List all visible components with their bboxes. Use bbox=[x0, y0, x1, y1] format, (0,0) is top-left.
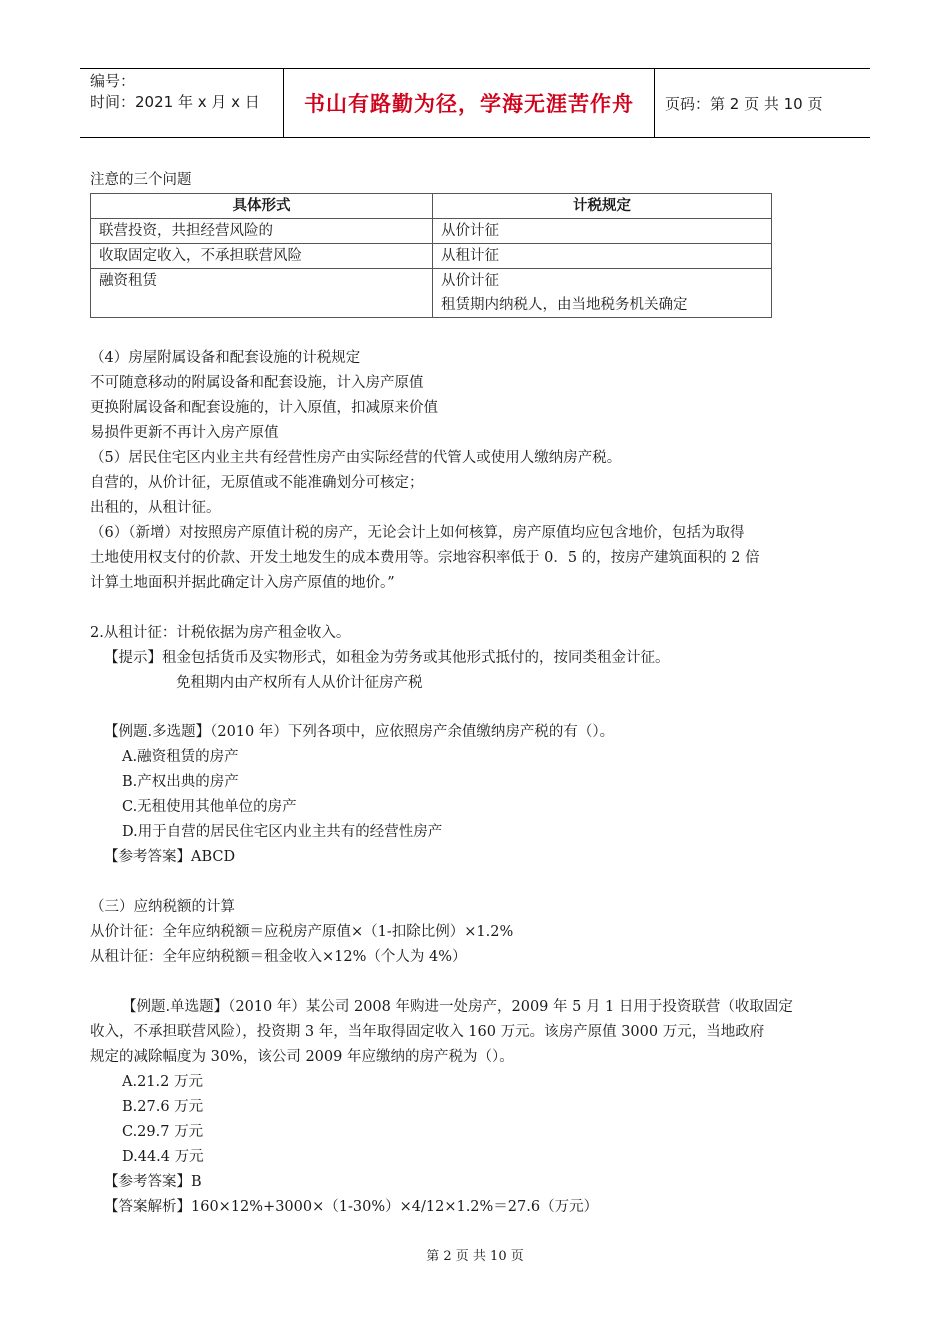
header-motto-cell bbox=[283, 69, 655, 137]
table-cell-form: 收取固定收入，不承担联营风险 bbox=[91, 244, 433, 269]
section6-line: 计算土地面积并据此确定计入房产原值的地价。” bbox=[90, 575, 395, 591]
example2-question-line: 规定的减除幅度为 30%，该公司 2009 年应缴纳的房产税为（）。 bbox=[90, 1049, 514, 1065]
rent-tip: 【提示】租金包括货币及实物形式，如租金为劳务或其他形式抵付的，按同类租金计征。 bbox=[104, 650, 670, 666]
example2-option: A.21.2 万元 bbox=[122, 1074, 203, 1090]
table-cell-rule-line1: 从价计征 bbox=[441, 273, 499, 289]
calc-line: 从价计征：全年应纳税额＝应税房产原值×（1-扣除比例）×1.2% bbox=[90, 924, 514, 940]
section5-title: （5）居民住宅区内业主共有经营性房产由实际经营的代管人或使用人缴纳房产税。 bbox=[90, 450, 622, 466]
example1-answer: 【参考答案】ABCD bbox=[104, 849, 236, 865]
table-header-row bbox=[91, 194, 772, 219]
section4-line: 易损件更新不再计入房产原值 bbox=[90, 425, 279, 441]
example2-question: 【例题.单选题】（2010 年）某公司 2008 年购进一处房产，2009 年 5 月 1 日用于投资联营（收取固定 bbox=[122, 999, 793, 1015]
table-cell-rule: 从价计征 bbox=[433, 219, 772, 244]
table-cell-rule bbox=[433, 269, 772, 318]
section5-line: 自营的，从价计征，无原值或不能准确划分可核定； bbox=[90, 475, 424, 491]
table-cell-rule-line2: 租赁期内纳税人，由当地税务机关确定 bbox=[441, 297, 688, 313]
header-page-cell bbox=[655, 69, 870, 137]
section4-line: 更换附属设备和配套设施的，计入原值，扣减原来价值 bbox=[90, 400, 438, 416]
example2-option: B.27.6 万元 bbox=[122, 1099, 204, 1115]
calc-line: 从租计征：全年应纳税额＝租金收入×12%（个人为 4%） bbox=[90, 949, 467, 965]
table-header-form: 具体形式 bbox=[91, 194, 433, 219]
example2-answer: 【参考答案】B bbox=[104, 1174, 202, 1190]
motto-text: 书山有路勤为径，学海无涯苦作舟 bbox=[304, 92, 634, 116]
section5-line: 出租的，从租计征。 bbox=[90, 500, 221, 516]
tax-rules-table bbox=[90, 193, 772, 318]
time-label: 时间：2021 年 x 月 x 日 bbox=[90, 93, 260, 111]
example2-question-line: 收入，不承担联营风险），投资期 3 年，当年取得固定收入 160 万元。该房产原值 3000 万元，当地政府 bbox=[90, 1024, 765, 1040]
example2-option: D.44.4 万元 bbox=[122, 1149, 204, 1165]
example1-option: C.无租使用其他单位的房产 bbox=[122, 799, 297, 815]
number-label: 编号： bbox=[90, 72, 136, 90]
table-cell-rule: 从租计征 bbox=[433, 244, 772, 269]
example1-option: A.融资租赁的房产 bbox=[122, 749, 239, 765]
table-cell-form: 联营投资，共担经营风险的 bbox=[91, 219, 433, 244]
example2-analysis: 【答案解析】160×12%+3000×（1-30%）×4/12×1.2%＝27.6（万元） bbox=[104, 1199, 599, 1215]
page-info: 页码：第 2 页 共 10 页 bbox=[665, 94, 823, 113]
table-cell-form: 融资租赁 bbox=[91, 269, 433, 318]
rent-title: 2.从租计征：计税依据为房产租金收入。 bbox=[90, 625, 351, 641]
example1-question: 【例题.多选题】（2010 年）下列各项中，应依照房产余值缴纳房产税的有（）。 bbox=[104, 724, 615, 740]
section6-line: 土地使用权支付的价款、开发土地发生的成本费用等。宗地容积率低于 0．5 的，按房产建筑面积的 2 倍 bbox=[90, 550, 760, 566]
section4-title: （4）房屋附属设备和配套设施的计税规定 bbox=[90, 350, 361, 366]
example1-option: B.产权出典的房产 bbox=[122, 774, 239, 790]
page-footer: 第 2 页 共 10 页 bbox=[426, 1249, 524, 1264]
table-row bbox=[91, 219, 772, 244]
table-header-rule: 计税规定 bbox=[433, 194, 772, 219]
header-left-cell bbox=[80, 69, 283, 137]
example2-option: C.29.7 万元 bbox=[122, 1124, 204, 1140]
rent-tip-continued: 免租期内由产权所有人从价计征房产税 bbox=[176, 675, 423, 691]
page-header bbox=[80, 68, 870, 138]
calc-title: （三）应纳税额的计算 bbox=[90, 899, 235, 915]
notes-title: 注意的三个问题 bbox=[90, 172, 192, 188]
section6-line: （6）（新增）对按照房产原值计税的房产，无论会计上如何核算，房产原值均应包含地价，包括为取得 bbox=[90, 525, 745, 541]
section4-line: 不可随意移动的附属设备和配套设施，计入房产原值 bbox=[90, 375, 424, 391]
table-row bbox=[91, 269, 772, 318]
example1-option: D.用于自营的居民住宅区内业主共有的经营性房产 bbox=[122, 824, 443, 840]
table-row bbox=[91, 244, 772, 269]
